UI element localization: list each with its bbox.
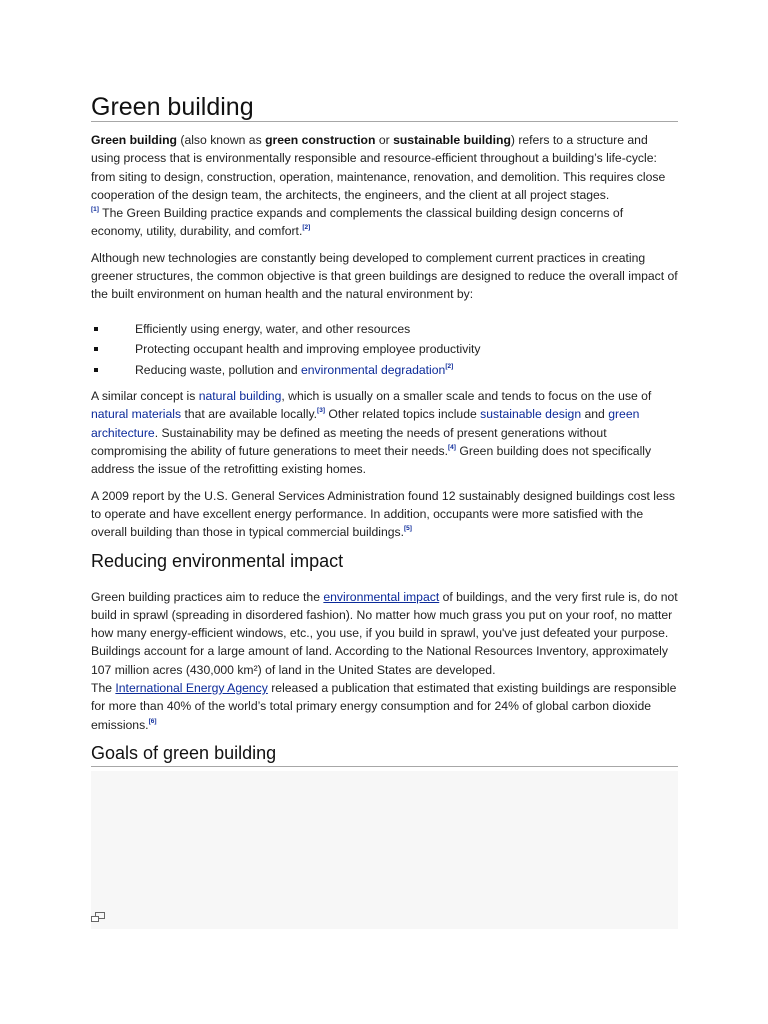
citation-ref[interactable]: [2] [302,224,311,232]
bullet-icon [94,368,98,372]
bold-term: sustainable building [393,133,511,147]
citation-ref[interactable]: [3] [317,407,325,415]
citation-ref[interactable]: [1] [91,206,99,214]
article-link[interactable]: natural materials [91,407,182,422]
bullet-list [91,319,678,381]
article-link[interactable]: sustainable design [480,407,582,422]
list-item: Reducing waste, pollution and environmental degradation[2] [91,360,678,381]
citation-ref[interactable]: [6] [148,717,157,725]
natural-building-paragraph[interactable]: A similar concept is natural building, which is usually on a smaller scale and tends to focus on the use of natural materials that are available locally.[3] Other related topics include sustainable design and green architecture. Sustainability may be defined as meeting the needs of present generations without compromising the ability of future generations to meet their needs.[4] Green building does not specifically address the issue of the retrofitting existing homes. [91,389,652,477]
list-item: Protecting occupant health and improving employee productivity [91,339,678,360]
article-link[interactable]: International Energy Agency [115,681,268,696]
article-link[interactable]: green architecture [91,407,640,440]
intro-paragraph-2: Although new technologies are constantly being developed to complement current practices in creating greener structures, the common objective is that green buildings are designed to reduce the overall impact of the built environment on human health and the natural environment by: [91,250,678,302]
reducing-impact-paragraph[interactable]: Green building practices aim to reduce the environmental impact of buildings, and the very first rule is, do not build in sprawl (spreading in disordered fashion). No matter how much grass you put on your roof, no matter how many energy-efficient windows, etc., you use, if you build in sprawl, you've just defeated your purpose. Buildings account for a large amount of land. According to the National Resources Inventory, approximately 107 million acres (430,000 km²) of land in the United States are developed. The International Energy Agency released a publication that estimated that existing buildings are responsible for more than 40% of the world’s total primary energy consumption and for 24% of global carbon dioxide emissions.[6] [91,589,678,732]
section-heading-reducing-impact: Reducing environmental impact [91,550,344,571]
section-heading-goals: Goals of green building [91,742,678,767]
page-title: Green building [91,0,678,122]
citation-ref[interactable]: [2] [445,362,454,370]
article-link[interactable]: natural building [198,389,282,404]
bullet-icon [94,347,98,351]
article [91,0,678,767]
intro-paragraph-1: Green building (also known as green construction or sustainable building) refers to a structure and using process that is environmentally responsible and resource-efficient throughout a building’s life-cycle: from siting to design, construction, operation, maintenance, renovation, and demolition. This requires close cooperation of the design team, the architects, the engineers, and the client at all project stages. [1] The Green Building practice expands and complements the classical building design concerns of economy, utility, durability, and comfort.[2] [91,133,666,239]
figure-placeholder [91,771,678,929]
gsa-report-paragraph: A 2009 report by the U.S. General Services Administration found 12 sustainably designed buildings cost less to operate and have excellent energy performance. In addition, occupants were more satisfied with the overall building than those in typical commercial buildings.[5] [91,488,675,540]
citation-ref[interactable]: [4] [448,444,456,452]
list-item: Efficiently using energy, water, and other resources [91,319,678,340]
enlarge-icon[interactable] [91,912,105,922]
bullet-icon [94,327,98,331]
citation-ref[interactable]: [5] [403,525,412,533]
bold-term: green construction [265,133,376,147]
bold-term: Green building [91,133,177,147]
article-link[interactable]: environmental impact [323,589,440,604]
article-link[interactable]: environmental degradation [301,362,446,377]
